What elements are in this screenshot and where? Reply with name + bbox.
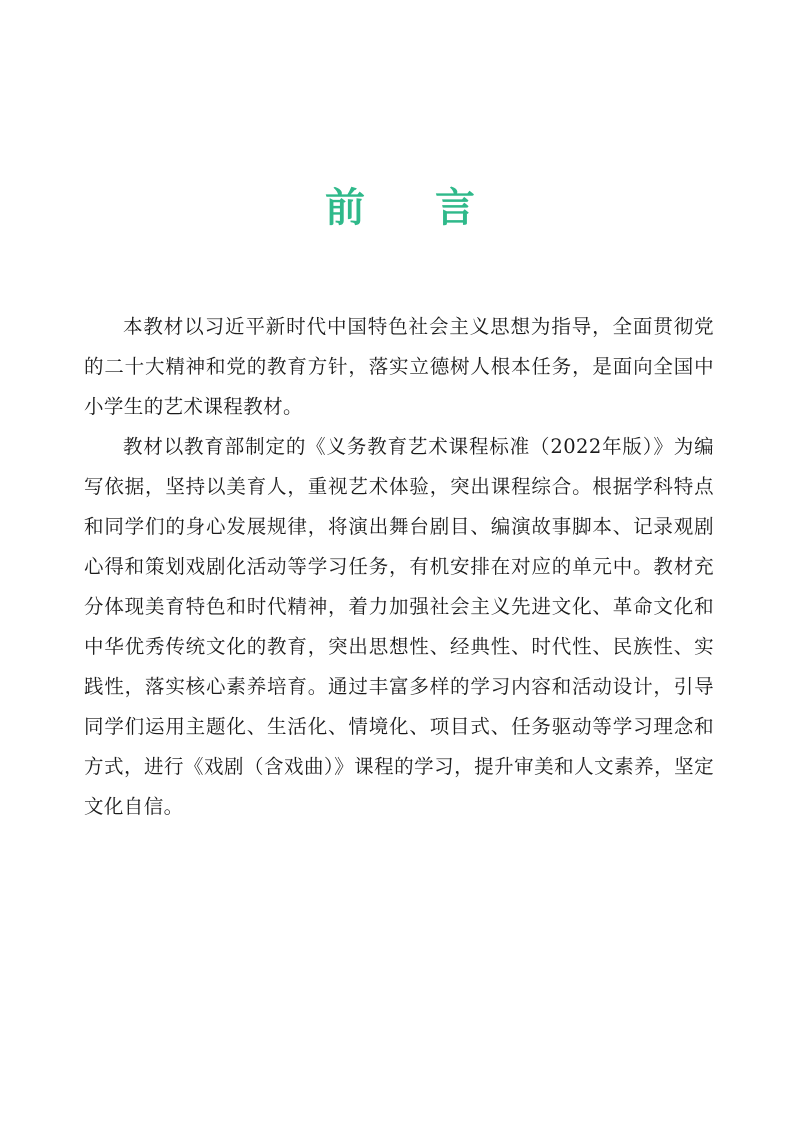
page-title: 前 言 xyxy=(325,185,503,231)
paragraph-2: 教材以教育部制定的《义务教育艺术课程标准（2022年版）》为编写依据，坚持以美育人，重视艺术体验，突出课程综合。根据学科特点和同学们的身心发展规律，将演出舞台剧目、编演故事脚本、记录观剧心得和策划戏剧化活动等学习任务，有机安排在对应的单元中。教材充分体现美育特色和时代精神，着力加强社会主义先进文化、革命文化和中华优秀传统文化的教育，突出思想性、经典性、时代性、民族性、实践性，落实核心素养培育。通过丰富多样的学习内容和活动设计，引导同学们运用主题化、生活化、情境化、项目式、任务驱动等学习理念和方式，进行《戏剧（含戏曲）》课程的学习，提升审美和人文素养，坚定文化自信。 xyxy=(84,435,714,818)
preface-body xyxy=(84,307,714,827)
paragraph-1: 本教材以习近平新时代中国特色社会主义思想为指导，全面贯彻党的二十大精神和党的教育方针，落实立德树人根本任务，是面向全国中小学生的艺术课程教材。 xyxy=(84,315,714,418)
